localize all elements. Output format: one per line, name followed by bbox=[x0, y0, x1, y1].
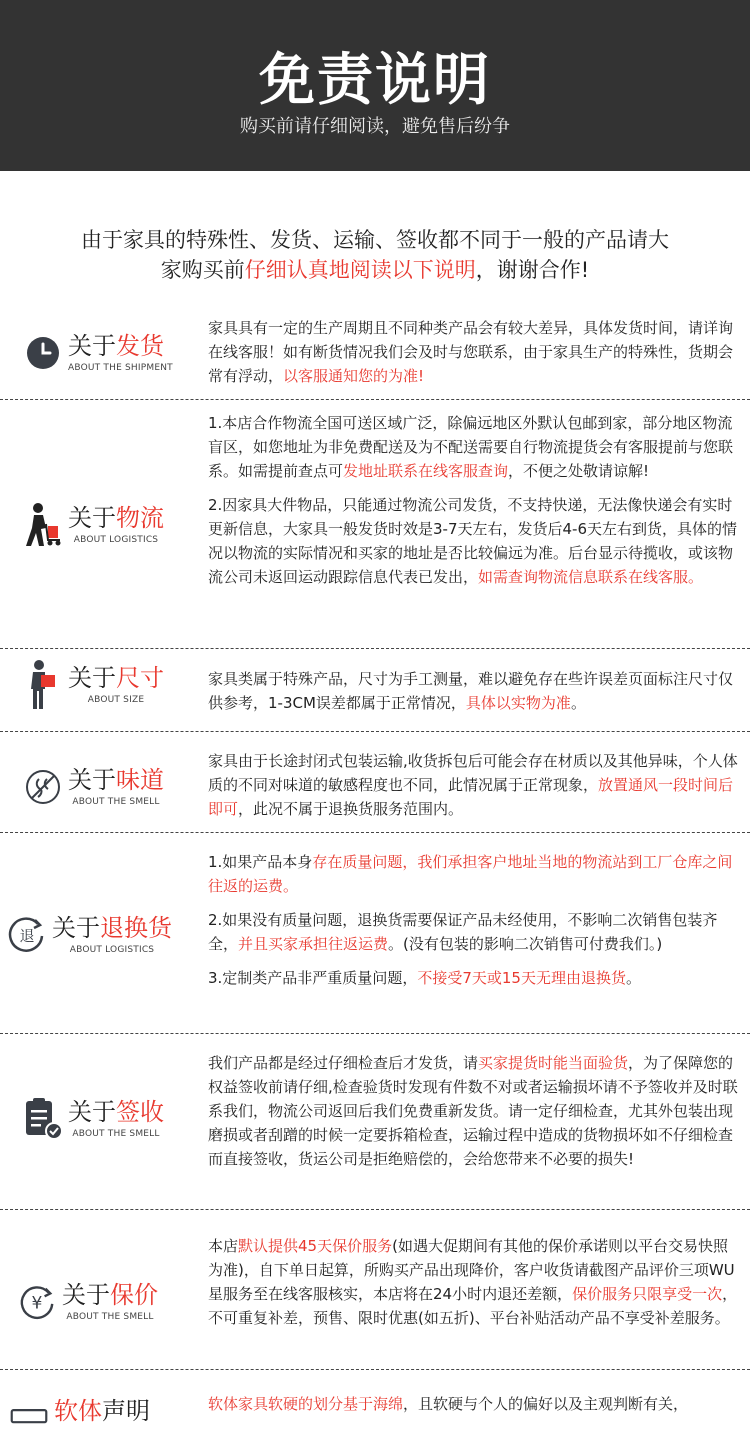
section-text-logistics bbox=[208, 411, 738, 599]
section-text-size: 家具类属于特殊产品，尺寸为手工测量，难以避免存在些许误差页面标注尺寸仅供参考，1-3CM误差都属于正常情况，具体以实物为准。 bbox=[208, 670, 734, 712]
section-title-size: 关于尺寸 bbox=[68, 664, 164, 692]
divider bbox=[0, 1033, 750, 1034]
section-title-price: 关于保价 bbox=[62, 1281, 158, 1309]
intro-highlight: 仔细认真地阅读以下说明 bbox=[244, 258, 476, 282]
return-icon bbox=[8, 916, 46, 954]
section-title-sign: 关于签收 bbox=[68, 1098, 164, 1126]
section-text-shipment: 家具具有一定的生产周期且不同种类产品会有较大差异，具体发货时间，请详询在线客服！如有断货情况我们会及时与您联系，由于家具生产的特殊性，货期会常有浮动，以客服通知您的为准! bbox=[208, 319, 734, 385]
section-en-returns: ABOUT LOGISTICS bbox=[69, 945, 155, 955]
section-label-soft bbox=[10, 1392, 150, 1430]
section-text-returns bbox=[208, 850, 738, 1000]
yuan-icon-char: ¥ bbox=[31, 1293, 43, 1314]
page-title: 免责说明 bbox=[259, 48, 491, 113]
section-title-smell: 关于味道 bbox=[68, 766, 164, 794]
section-label-price bbox=[18, 1281, 158, 1322]
box-icon bbox=[10, 1392, 48, 1430]
section-label-logistics bbox=[24, 504, 164, 545]
returns-paragraph-1: 1.如果产品本身存在质量问题，我们承担客户地址当地的物流站到工厂仓库之间往返的运费。 bbox=[208, 853, 733, 895]
section-label-returns bbox=[8, 914, 172, 955]
section-title-shipment: 关于发货 bbox=[68, 332, 164, 360]
no-smell-icon bbox=[24, 768, 62, 806]
intro-text bbox=[30, 225, 720, 285]
divider bbox=[0, 648, 750, 649]
clipboard-check-icon bbox=[24, 1100, 62, 1138]
divider bbox=[0, 731, 750, 732]
section-text-sign: 我们产品都是经过仔细检查后才发货，请买家提货时能当面验货，为了保障您的权益签收前请仔细,检查验货时发现有件数不对或者运输损坏请不予签收并及时联系我们，物流公司返回后我们免费重新发货。请一定仔细检查，尤其外包装出现磨损或者刮蹭的时候一定要拆箱检查，运输过程中造成的货物损坏如不仔细检查而直接签收，货运公司是拒绝赔偿的，会给您带来不必要的损失! bbox=[208, 1054, 738, 1168]
divider bbox=[0, 399, 750, 400]
section-text-price: 本店默认提供45天保价服务(如遇大促期间有其他的保价承诺则以平台交易快照为准)，自下单日起算，所购买产品出现降价，客户收货请截图产品评价三项WU星服务至在线客服核实，本店将在24小时内退还差额，保价服务只限享受一次，不可重复补差，预售、限时优惠(如五折)、平台补贴活动产品不享受补差服务。 bbox=[208, 1237, 738, 1327]
section-label-sign bbox=[24, 1098, 164, 1139]
return-icon-char: 退 bbox=[19, 926, 35, 945]
section-en-sign: ABOUT THE SMELL bbox=[72, 1129, 160, 1139]
returns-paragraph-2: 2.如果没有质量问题，退换货需要保证产品未经使用，不影响二次销售包装齐全，并且买家承担往返运费。(没有包装的影响二次销售可付费我们。) bbox=[208, 911, 718, 953]
intro-line-1: 由于家具的特殊性、发货、运输、签收都不同于一般的产品请大 bbox=[81, 228, 669, 252]
logistics-paragraph-2: 2.因家具大件物品，只能通过物流公司发货，不支持快递，无法像快递会有实时更新信息，大家具一般发货时效是3-7天左右，发货后4-6天左右到货，具体的情况以物流的实际情况和买家的地址是否比较偏远为准。后台显示待揽收，或该物流公司未返回运动跟踪信息代表已发出，如需查询物流信息联系在线客服。 bbox=[208, 496, 738, 586]
delivery-worker-icon bbox=[24, 506, 62, 544]
returns-paragraph-3: 3.定制类产品非严重质量问题，不接受7天或15天无理由退换货。 bbox=[208, 969, 641, 987]
intro-line-2-a: 家购买前 bbox=[160, 258, 245, 282]
section-label-size bbox=[24, 664, 164, 705]
section-en-size: ABOUT SIZE bbox=[87, 695, 145, 705]
page-header bbox=[0, 0, 750, 171]
package-person-icon bbox=[24, 666, 62, 704]
section-en-shipment: ABOUT THE SHIPMENT bbox=[68, 363, 173, 373]
section-title-returns: 关于退换货 bbox=[52, 914, 172, 942]
divider bbox=[0, 832, 750, 833]
section-label-smell bbox=[24, 766, 164, 807]
section-en-smell: ABOUT THE SMELL bbox=[72, 797, 160, 807]
section-label-shipment bbox=[24, 332, 173, 373]
logistics-paragraph-1: 1.本店合作物流全国可送区域广泛，除偏远地区外默认包邮到家，部分地区物流盲区，如您地址为非免费配送及为不配送需要自行物流提货会有客服提前与您联系。如需提前查点可发地址联系在线客服查询，不便之处敬请谅解! bbox=[208, 414, 734, 480]
section-en-logistics: ABOUT LOGISTICS bbox=[73, 535, 159, 545]
section-text-soft: 软体家具软硬的划分基于海绵，且软硬与个人的偏好以及主观判断有关， bbox=[208, 1395, 689, 1413]
intro-line-2 bbox=[30, 255, 720, 285]
clock-icon bbox=[24, 334, 62, 372]
section-en-price: ABOUT THE SMELL bbox=[66, 1312, 154, 1322]
page-subtitle: 购买前请仔细阅读，避免售后纷争 bbox=[240, 116, 510, 137]
section-text-smell: 家具由于长途封闭式包装运输,收货拆包后可能会存在材质以及其他异味，个人体质的不同对味道的敏感程度也不同，此情况属于正常现象，放置通风一段时间后即可，此况不属于退换货服务范围内。 bbox=[208, 752, 738, 818]
section-title-soft: 软体声明 bbox=[54, 1397, 150, 1425]
yuan-icon bbox=[18, 1283, 56, 1321]
section-title-logistics: 关于物流 bbox=[68, 504, 164, 532]
divider bbox=[0, 1369, 750, 1370]
intro-line-2-b: ，谢谢合作! bbox=[475, 258, 590, 282]
divider bbox=[0, 1209, 750, 1210]
